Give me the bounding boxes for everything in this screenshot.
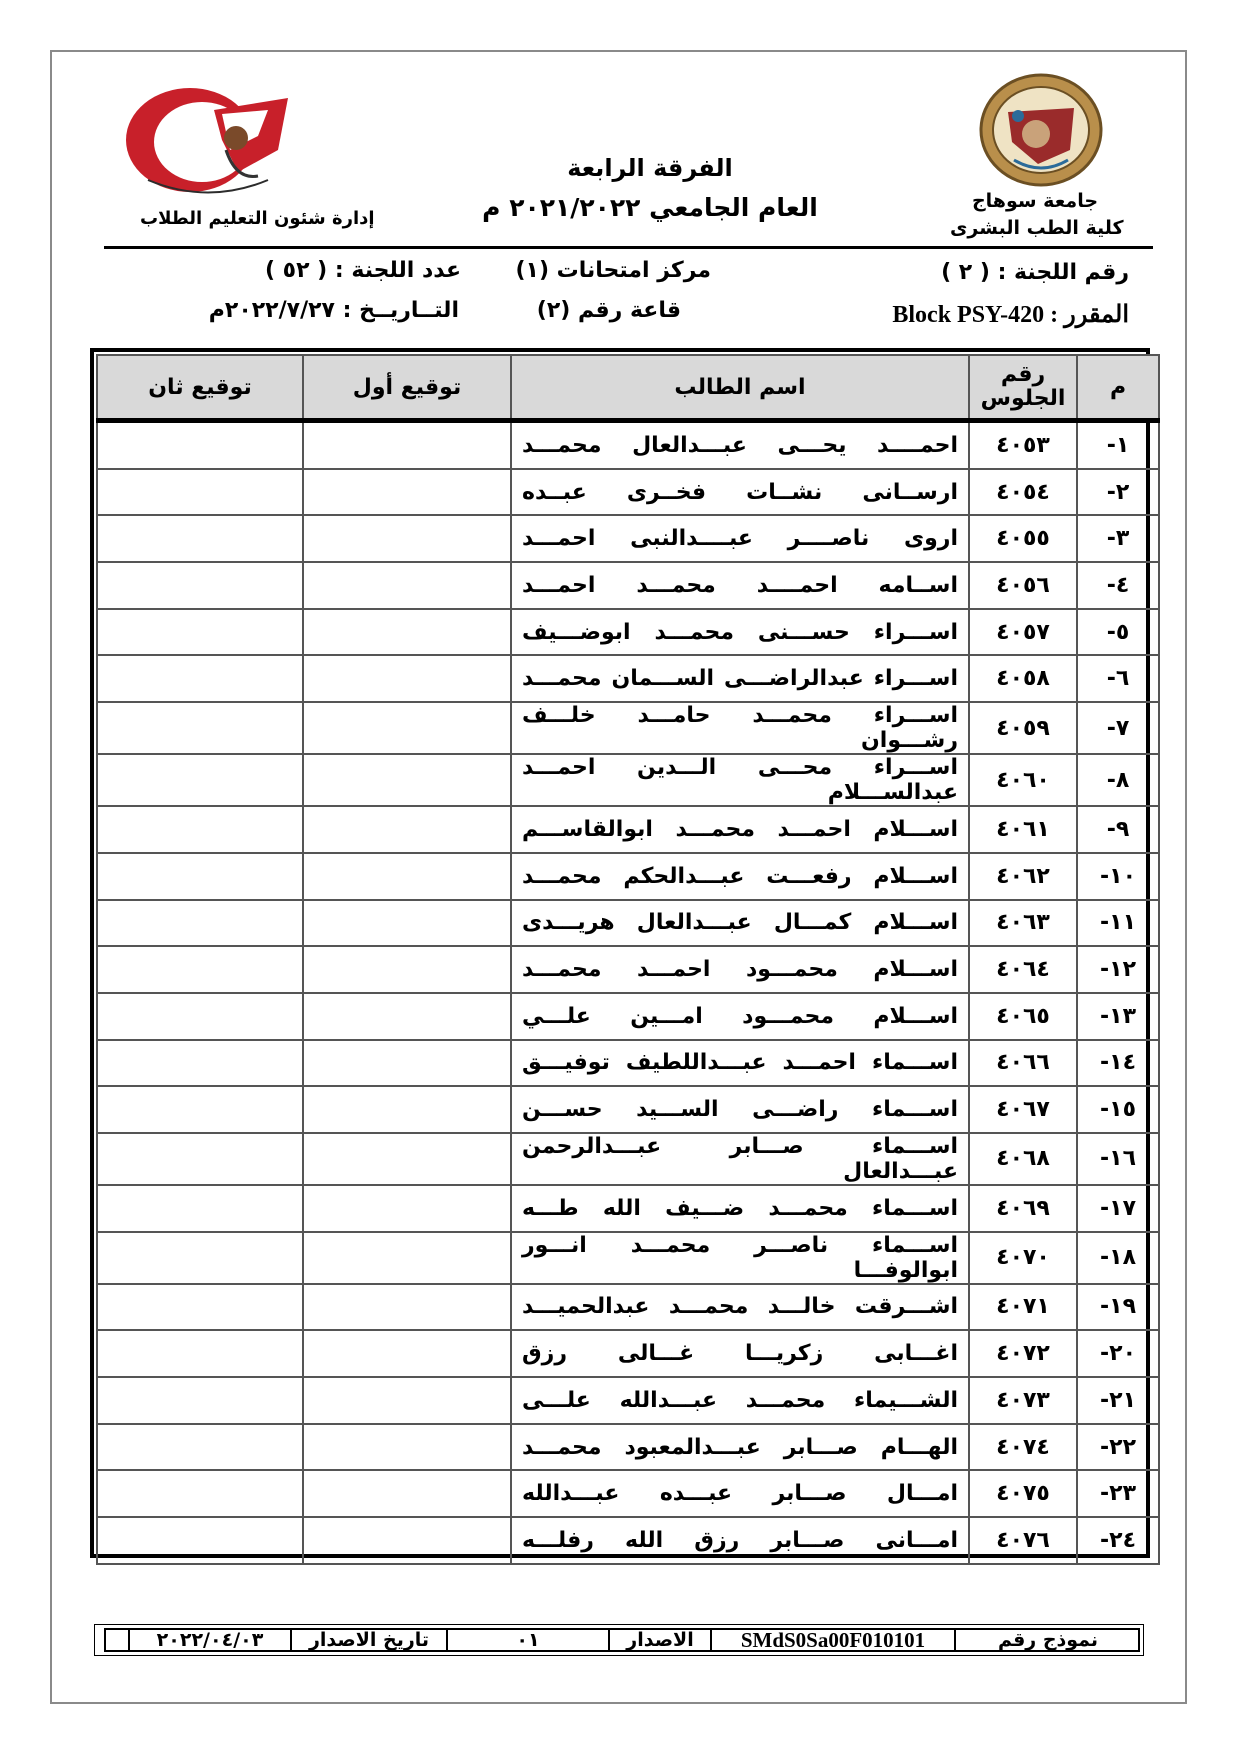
row-student-name: اســـراء محمـــد حامـــد خلـــف رشـــوان [511, 702, 969, 754]
row-index: ٢١- [1077, 1377, 1159, 1424]
table-row [97, 1040, 1159, 1087]
table-row [97, 469, 1159, 516]
row-seat-number: ٤٠٥٤ [969, 469, 1077, 516]
row-signature-1[interactable] [303, 1086, 511, 1133]
row-index: ٩- [1077, 806, 1159, 853]
table-row [97, 1377, 1159, 1424]
row-signature-1[interactable] [303, 1517, 511, 1564]
row-signature-1[interactable] [303, 1470, 511, 1517]
row-seat-number: ٤٠٥٦ [969, 562, 1077, 609]
row-signature-1[interactable] [303, 993, 511, 1040]
row-seat-number: ٤٠٦٥ [969, 993, 1077, 1040]
row-seat-number: ٤٠٧٦ [969, 1517, 1077, 1564]
row-index: ٥- [1077, 609, 1159, 656]
row-index: ٢٠- [1077, 1330, 1159, 1377]
table-row [97, 993, 1159, 1040]
form-number-label: نموذج رقم [954, 1628, 1140, 1652]
header-name: اسم الطالب [511, 355, 969, 421]
row-signature-2[interactable] [97, 1284, 303, 1331]
row-signature-1[interactable] [303, 900, 511, 947]
row-signature-1[interactable] [303, 1377, 511, 1424]
row-student-name: اســـراء عبدالراضـــى الســـمان محمـــد [511, 655, 969, 702]
form-code: SMdS0Sa00F010101 [710, 1628, 954, 1652]
row-student-name: اســـراء حســـنى محمـــد ابوضـــيف [511, 609, 969, 656]
row-signature-2[interactable] [97, 1377, 303, 1424]
row-signature-1[interactable] [303, 1284, 511, 1331]
academic-year: العام الجامعي ٢٠٢١/٢٠٢٢ م [482, 193, 818, 222]
row-seat-number: ٤٠٥٣ [969, 421, 1077, 469]
row-seat-number: ٤٠٥٧ [969, 609, 1077, 656]
row-seat-number: ٤٠٧٢ [969, 1330, 1077, 1377]
table-row [97, 946, 1159, 993]
row-student-name: اســـراء محـــى الـــدين احمـــد عبدالســـلام [511, 754, 969, 806]
row-signature-2[interactable] [97, 1517, 303, 1564]
row-signature-2[interactable] [97, 1470, 303, 1517]
row-signature-2[interactable] [97, 900, 303, 947]
exam-date: التــاريــخ : ٢٠٢٢/٧/٢٧م [208, 298, 459, 323]
row-seat-number: ٤٠٦٢ [969, 853, 1077, 900]
row-index: ١٥- [1077, 1086, 1159, 1133]
table-row [97, 1517, 1159, 1564]
table-header-row [97, 355, 1159, 421]
table-row [97, 1086, 1159, 1133]
row-student-name: امـــانى صـــابر رزق الله رفلـــه [511, 1517, 969, 1564]
header-seat-line1: رقم [1000, 362, 1046, 387]
table-row [97, 754, 1159, 806]
row-seat-number: ٤٠٦٨ [969, 1133, 1077, 1185]
row-signature-1[interactable] [303, 853, 511, 900]
row-seat-number: ٤٠٦١ [969, 806, 1077, 853]
row-signature-2[interactable] [97, 1232, 303, 1284]
row-signature-1[interactable] [303, 702, 511, 754]
row-index: ١٦- [1077, 1133, 1159, 1185]
row-seat-number: ٤٠٦٧ [969, 1086, 1077, 1133]
row-signature-1[interactable] [303, 1040, 511, 1087]
row-signature-2[interactable] [97, 1185, 303, 1232]
row-signature-1[interactable] [303, 754, 511, 806]
row-index: ١٧- [1077, 1185, 1159, 1232]
row-signature-1[interactable] [303, 469, 511, 516]
row-signature-2[interactable] [97, 1330, 303, 1377]
row-signature-1[interactable] [303, 609, 511, 656]
row-seat-number: ٤٠٦٩ [969, 1185, 1077, 1232]
row-signature-1[interactable] [303, 655, 511, 702]
row-signature-2[interactable] [97, 515, 303, 562]
row-signature-2[interactable] [97, 993, 303, 1040]
row-index: ٢٣- [1077, 1470, 1159, 1517]
issue-date-value: ٢٠٢٢/٠٤/٠٣ [128, 1628, 290, 1652]
row-index: ١٩- [1077, 1284, 1159, 1331]
table-row [97, 806, 1159, 853]
row-student-name: اســـماء راضـــى الســـيد حســـن [511, 1086, 969, 1133]
row-signature-2[interactable] [97, 806, 303, 853]
row-signature-1[interactable] [303, 1133, 511, 1185]
row-student-name: امـــال صـــابر عبـــده عبـــدالله [511, 1470, 969, 1517]
row-signature-2[interactable] [97, 469, 303, 516]
row-signature-2[interactable] [97, 1040, 303, 1087]
header-seat [969, 355, 1077, 421]
row-signature-2[interactable] [97, 655, 303, 702]
row-signature-2[interactable] [97, 946, 303, 993]
table-row [97, 609, 1159, 656]
row-index: ٦- [1077, 655, 1159, 702]
row-signature-2[interactable] [97, 609, 303, 656]
row-student-name: اســـماء صـــابر عبـــدالرحمن عبـــدالعال [511, 1133, 969, 1185]
row-student-name: اســـماء ناصـــر محمـــد انـــور ابوالوفـــا [511, 1232, 969, 1284]
table-row [97, 853, 1159, 900]
row-index: ١٤- [1077, 1040, 1159, 1087]
row-signature-1[interactable] [303, 421, 511, 469]
row-signature-1[interactable] [303, 562, 511, 609]
row-signature-1[interactable] [303, 1424, 511, 1471]
row-student-name: اســـلام احمـــد محمـــد ابوالقاســـم [511, 806, 969, 853]
header-signature-1: توقيع أول [303, 355, 511, 421]
row-student-name: اســـلام محمـــود امـــين علـــي [511, 993, 969, 1040]
row-signature-1[interactable] [303, 946, 511, 993]
row-student-name: ارســانى نشــات فخــرى عبــده [511, 469, 969, 516]
row-seat-number: ٤٠٧٥ [969, 1470, 1077, 1517]
row-index: ٤- [1077, 562, 1159, 609]
row-student-name: اروى ناصــــر عبــــدالنبى احمـــد [511, 515, 969, 562]
row-signature-2[interactable] [97, 1133, 303, 1185]
row-seat-number: ٤٠٥٥ [969, 515, 1077, 562]
row-signature-1[interactable] [303, 1330, 511, 1377]
row-signature-1[interactable] [303, 1185, 511, 1232]
row-student-name: الشـــيماء محمـــد عبـــدالله علـــى [511, 1377, 969, 1424]
exam-center: مركز امتحانات (١) [515, 258, 711, 283]
committee-count: عدد اللجنة : ( ٥٢ ) [264, 258, 461, 283]
row-seat-number: ٤٠٦٠ [969, 754, 1077, 806]
row-index: ١٨- [1077, 1232, 1159, 1284]
row-signature-2[interactable] [97, 1086, 303, 1133]
row-seat-number: ٤٠٦٦ [969, 1040, 1077, 1087]
table-row [97, 1232, 1159, 1284]
row-signature-2[interactable] [97, 1424, 303, 1471]
table-row [97, 421, 1159, 469]
department-label: إدارة شئون التعليم الطلاب [140, 208, 375, 229]
header-index: م [1077, 355, 1159, 421]
table-row [97, 655, 1159, 702]
attendance-table [96, 354, 1160, 1565]
row-signature-2[interactable] [97, 562, 303, 609]
row-signature-2[interactable] [97, 853, 303, 900]
version-label: الاصدار [608, 1628, 710, 1652]
header-divider [104, 246, 1153, 249]
row-index: ٧- [1077, 702, 1159, 754]
row-index: ٢٤- [1077, 1517, 1159, 1564]
row-seat-number: ٤٠٥٨ [969, 655, 1077, 702]
row-index: ١٣- [1077, 993, 1159, 1040]
row-student-name: اســـلام محمـــود احمـــد محمـــد [511, 946, 969, 993]
row-seat-number: ٤٠٧٤ [969, 1424, 1077, 1471]
table-row [97, 1284, 1159, 1331]
row-student-name: احمــــد يحـــى عبـــدالعال محمـــد [511, 421, 969, 469]
row-seat-number: ٤٠٧٣ [969, 1377, 1077, 1424]
row-student-name: اســـلام كمـــال عبـــدالعال هريـــدى [511, 900, 969, 947]
header-signature-2: توقيع ثان [97, 355, 303, 421]
row-signature-1[interactable] [303, 806, 511, 853]
table-row [97, 1470, 1159, 1517]
row-seat-number: ٤٠٦٣ [969, 900, 1077, 947]
faculty-logo [118, 80, 310, 200]
row-student-name: اســامه احمــــد محمـــد احمـــد [511, 562, 969, 609]
row-index: ٢٢- [1077, 1424, 1159, 1471]
university-logo [978, 72, 1104, 188]
row-student-name: اســـلام رفعـــت عبـــدالحكم محمـــد [511, 853, 969, 900]
table-row [97, 900, 1159, 947]
row-index: ٢- [1077, 469, 1159, 516]
row-student-name: اســـماء احمـــد عبـــداللطيف توفيـــق [511, 1040, 969, 1087]
row-signature-1[interactable] [303, 515, 511, 562]
row-index: ٣- [1077, 515, 1159, 562]
table-body [97, 421, 1159, 1564]
row-signature-1[interactable] [303, 1232, 511, 1284]
row-student-name: الهـــام صـــابر عبـــدالمعبود محمـــد [511, 1424, 969, 1471]
row-student-name: اشـــرقت خالـــد محمـــد عبدالحميـــد [511, 1284, 969, 1331]
table-row [97, 1330, 1159, 1377]
row-student-name: اغـــابى زكريـــا غـــالى رزق [511, 1330, 969, 1377]
row-index: ١٠- [1077, 853, 1159, 900]
committee-number: رقم اللجنة : ( ٢ ) [941, 260, 1129, 285]
header-seat-line2: الجلوس [980, 386, 1066, 411]
row-student-name: اســـماء محمـــد ضـــيف الله طـــه [511, 1185, 969, 1232]
row-seat-number: ٤٠٥٩ [969, 702, 1077, 754]
course-code: المقرر : Block PSY-420 [892, 302, 1129, 328]
row-seat-number: ٤٠٦٤ [969, 946, 1077, 993]
table-row [97, 1133, 1159, 1185]
table-row [97, 702, 1159, 754]
table-row [97, 1185, 1159, 1232]
row-index: ١- [1077, 421, 1159, 469]
row-index: ١١- [1077, 900, 1159, 947]
row-signature-2[interactable] [97, 702, 303, 754]
issue-date-label: تاريخ الاصدار [290, 1628, 446, 1652]
row-signature-2[interactable] [97, 421, 303, 469]
hall-number: قاعة رقم (٢) [536, 298, 681, 323]
faculty-name: كلية الطب البشرى [950, 217, 1124, 239]
row-seat-number: ٤٠٧١ [969, 1284, 1077, 1331]
table-row [97, 1424, 1159, 1471]
university-name: جامعة سوهاج [971, 190, 1099, 212]
row-index: ١٢- [1077, 946, 1159, 993]
table-row [97, 562, 1159, 609]
row-signature-2[interactable] [97, 754, 303, 806]
year-title: الفرقة الرابعة [567, 154, 733, 182]
table-row [97, 515, 1159, 562]
row-index: ٨- [1077, 754, 1159, 806]
version-value: ٠١ [446, 1628, 608, 1652]
row-seat-number: ٤٠٧٠ [969, 1232, 1077, 1284]
